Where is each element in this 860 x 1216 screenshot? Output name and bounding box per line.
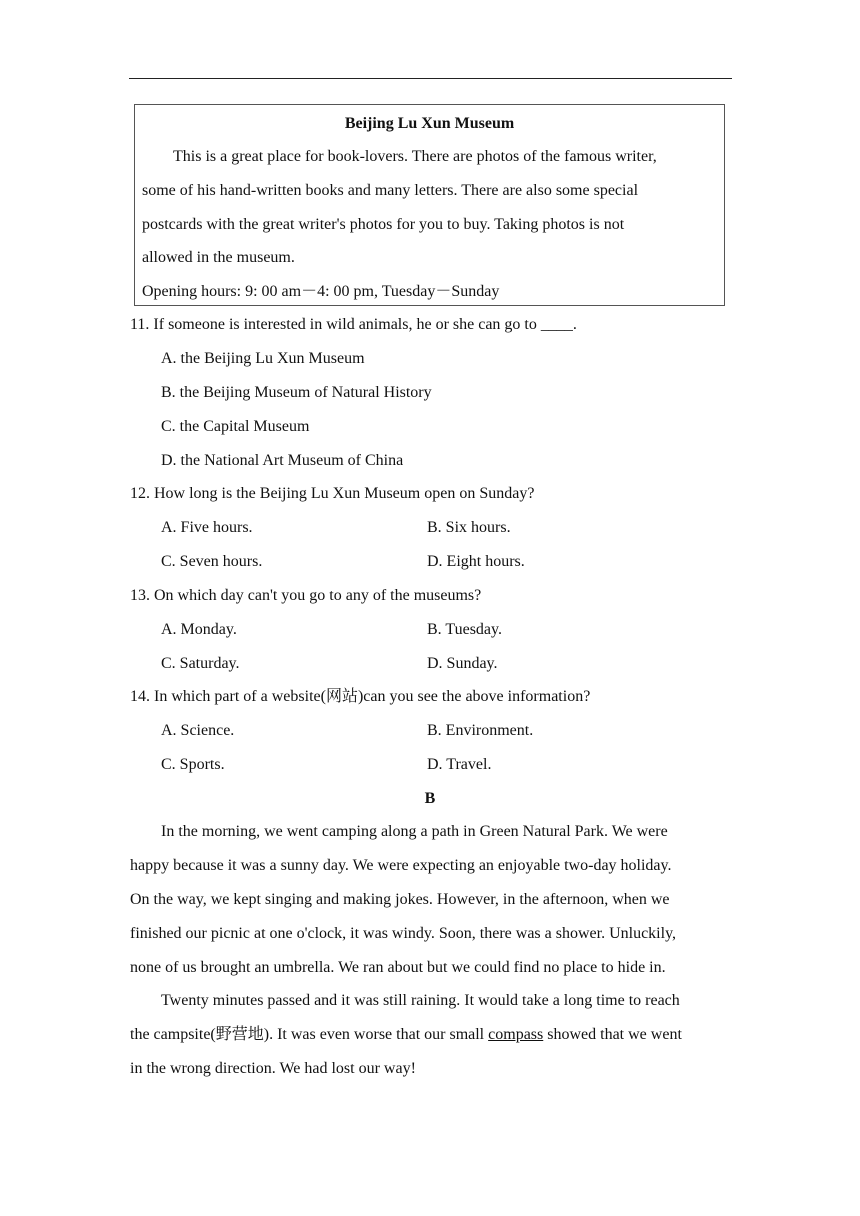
passage-text: the campsite(野营地). It was even worse that our small (130, 1026, 489, 1043)
header-rule (129, 78, 732, 79)
passage-line: In the morning, we went camping along a path in Green Natural Park. We were (161, 823, 668, 840)
passage-line: On the way, we kept singing and making jokes. However, in the afternoon, when we (130, 891, 670, 908)
option: D. Sunday. (427, 655, 498, 672)
underlined-word: compass (488, 1026, 544, 1043)
passage-line: finished our picnic at one o'clock, it was windy. Soon, there was a shower. Unluckily, (130, 925, 677, 942)
box-text-line: some of his hand-written books and many letters. There are also some special (142, 182, 639, 199)
option: C. Saturday. (161, 655, 240, 672)
box-text-line: This is a great place for book-lovers. There are photos of the famous writer, (173, 148, 657, 165)
museum-info-box (134, 104, 725, 306)
option: B. Six hours. (427, 519, 511, 536)
passage-line (130, 1025, 682, 1045)
option: C. the Capital Museum (161, 418, 310, 435)
passage-line: none of us brought an umbrella. We ran about but we could find no place to hide in. (130, 959, 666, 976)
option: B. the Beijing Museum of Natural History (161, 384, 432, 401)
option: D. the National Art Museum of China (161, 452, 404, 469)
passage-line: Twenty minutes passed and it was still raining. It would take a long time to reach (161, 992, 680, 1009)
option: A. Five hours. (161, 519, 253, 536)
question-stem: 11. If someone is interested in wild animals, he or she can go to ____. (130, 316, 577, 333)
option: D. Travel. (427, 756, 492, 773)
box-text-line: postcards with the great writer's photos for you to buy. Taking photos is not (142, 216, 625, 233)
option: A. the Beijing Lu Xun Museum (161, 350, 365, 367)
question-stem: 12. How long is the Beijing Lu Xun Museum open on Sunday? (130, 485, 535, 502)
option: B. Environment. (427, 722, 534, 739)
question-stem: 13. On which day can't you go to any of the museums? (130, 587, 482, 604)
passage-line: happy because it was a sunny day. We were expecting an enjoyable two-day holiday. (130, 857, 672, 874)
option: A. Monday. (161, 621, 237, 638)
option: D. Eight hours. (427, 553, 525, 570)
box-title: Beijing Lu Xun Museum (344, 115, 515, 132)
option: C. Seven hours. (161, 553, 263, 570)
opening-hours: Opening hours: 9: 00 am－4: 00 pm, Tuesday－Sunday (142, 283, 500, 300)
option: C. Sports. (161, 756, 225, 773)
question-stem: 14. In which part of a website(网站)can you see the above information? (130, 688, 591, 705)
passage-text: showed that we went (543, 1026, 682, 1043)
passage-line: in the wrong direction. We had lost our way! (130, 1060, 416, 1077)
option: B. Tuesday. (427, 621, 502, 638)
section-heading: B (424, 790, 436, 807)
option: A. Science. (161, 722, 235, 739)
box-text-line: allowed in the museum. (142, 249, 295, 266)
